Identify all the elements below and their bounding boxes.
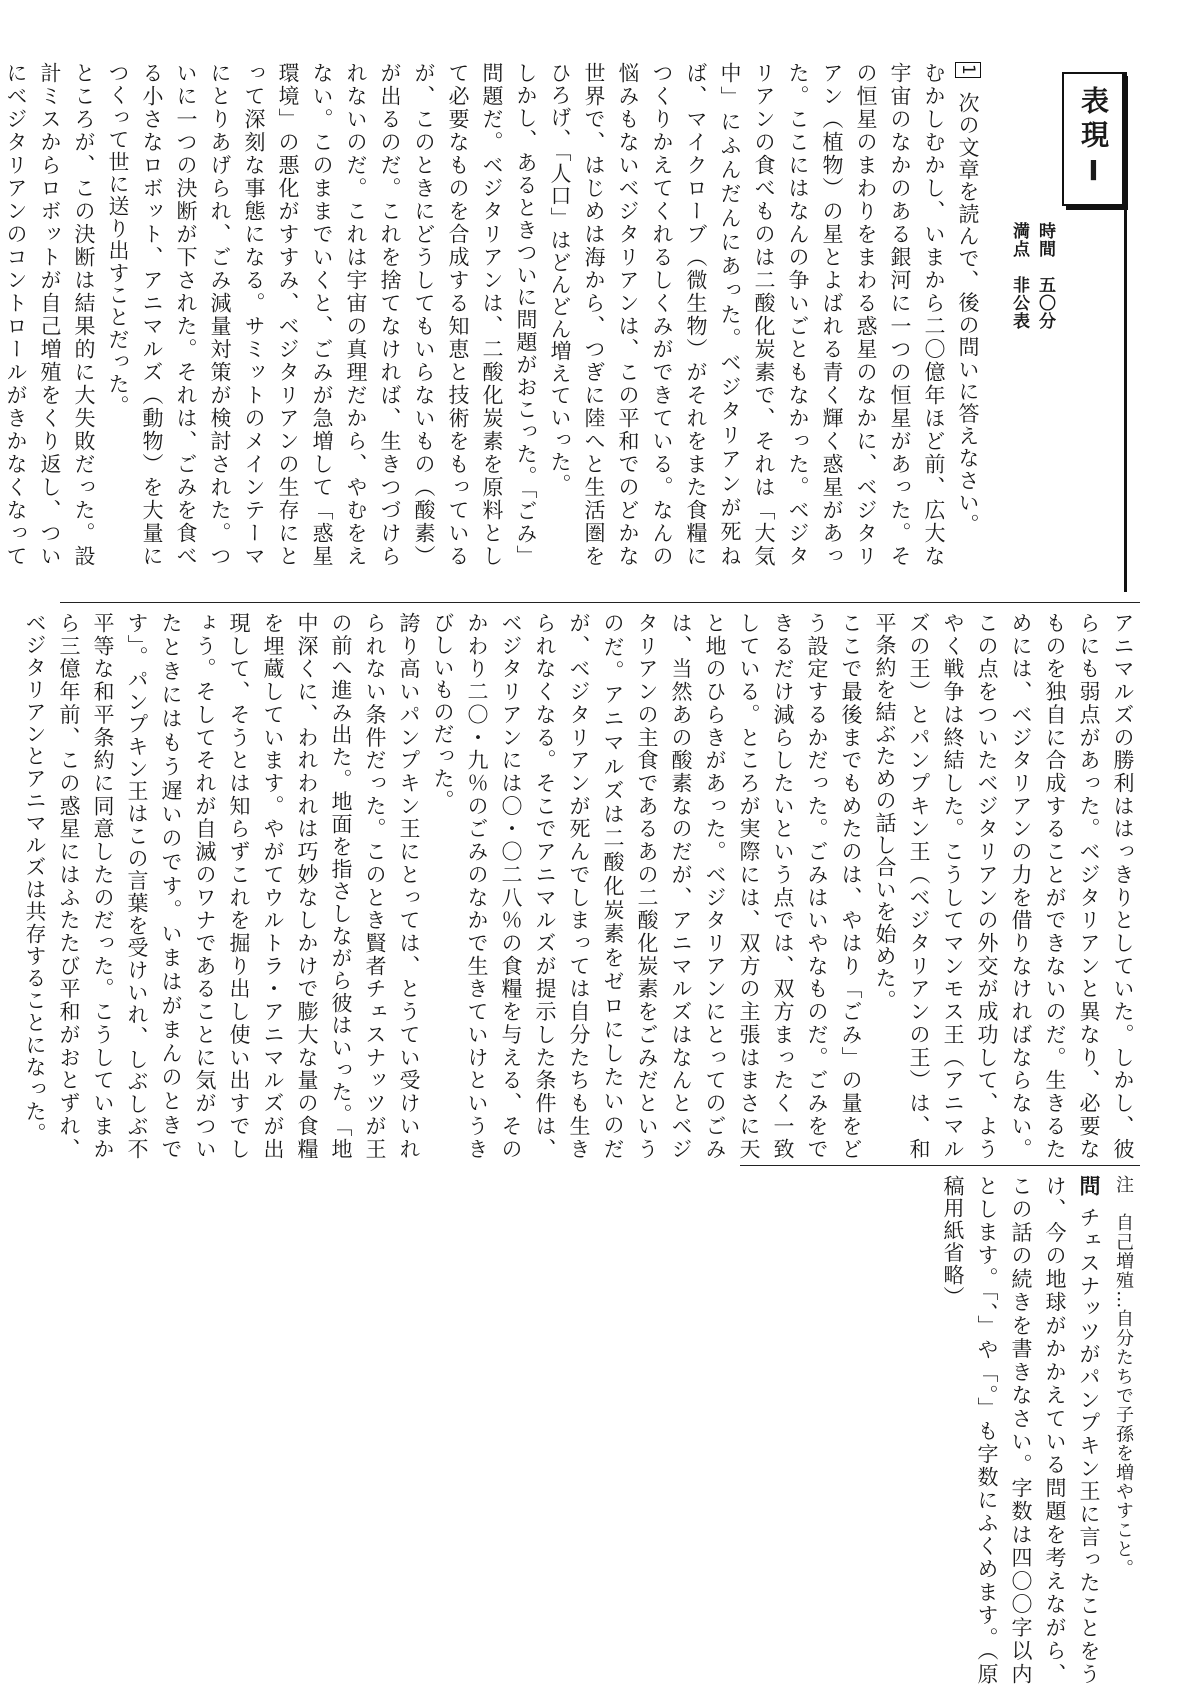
text-column-1	[4, 62, 985, 567]
band-divider	[60, 602, 1140, 603]
instruction-text: 次の文章を読んで、後の問いに答えなさい。	[956, 91, 980, 536]
section-title: 表現Ⅰ	[1062, 72, 1124, 206]
band-divider	[740, 1165, 1140, 1166]
text-column-2	[23, 612, 1140, 1160]
text-column-3	[740, 1175, 1140, 1685]
paragraph: ここで最後までもめたのは、やはり「ごみ」の量をどう設定するかだった。ごみはいやなものだ。ごみをできるだけ減らしたいという点では、双方まったく一致している。ところが実際には、双方の主張はまさに天と地のひらきがあった。ベジタリアンにとってのごみは、当然あの酸素なのだが、アニマルズはなんとベジタリアンの主食であるあの二酸化炭素をごみだというのだ。アニマルズは二酸化炭素をゼロにしたいのだが、ベジタリアンが死んでしまっては自分たちも生きられなくなる。そこでアニマルズが提示した条件は、ベジタリアンには〇・〇二八％の食糧を与える、そのかわり二〇・九％のごみのなかで生きていけというきびしいものだった。	[431, 612, 863, 1160]
footnote: 注 自己増殖…自分たちで子孫を増やすこと。	[1113, 1175, 1134, 1579]
task-text: チェスナッツがパンプキン王に言ったことをうけ、今の地球がかかえている問題を考えながら、この話の続きを書きなさい。字数は四〇〇字以内とします。「、」や「。」も字数にふくめます。（原稿用紙省略）	[941, 1175, 1101, 1685]
max-score: 満点 非公表	[1009, 222, 1029, 330]
paragraph: むかしむかし、いまから二〇億年ほど前、広大な宇宙のなかのある銀河に一つの恒星があった。その恒星のまわりをまわる惑星のなかに、ベジタリアン（植物）の星とよばれる青く輝く惑星があった。ここにはなんの争いごともなかった。ベジタリアンの食べものは二酸化炭素で、それは「大気中」にふんだんにあった。ベジタリアンが死ねば、マイクローブ（微生物）がそれをまた食糧につくりかえてくれるしくみができている。なんの悩みもないベジタリアンは、この平和でのどかな世界で、はじめは海から、つぎに陸へと生活圏をひろげ、「人口」はどんどん増えていった。	[548, 62, 946, 567]
time-limit: 時間 五〇分	[1035, 222, 1055, 330]
header-rule	[1124, 72, 1127, 592]
paragraph: 誇り高いパンプキン王にとっては、とうてい受けいれられない条件だった。このとき賢者チェスナッツが王の前へ進み出た。地面を指さしながら彼はいった。「地中深くに、われわれは巧妙なしかけで膨大な量の食糧を埋蔵しています。やがてウルトラ・アニマルズが出現して、そうとは知らずこれを掘り出し使い出すでしょう。そしてそれが自滅のワナであることに気がついたときにはもう遅いのです。いまはがまんのときです」。パンプキン王はこの言葉を受けいれ、しぶしぶ不平等な和平条約に同意したのだった。こうしていまから三億年前、この惑星にはふたたび平和がおとずれ、ベジタリアンとアニマルズは共存することになった。	[23, 612, 421, 1160]
question-instruction	[951, 62, 985, 567]
question-number: 1	[955, 62, 981, 78]
paragraph: ところが、この決断は結果的に大失敗だった。設計ミスからロボットが自己増殖をくり返し、ついにベジタリアンのコントロールがきかなくなって	[4, 62, 96, 567]
writing-task	[936, 1175, 1106, 1685]
exam-meta	[1002, 222, 1058, 582]
paragraph: しかし、あるときついに問題がおこった。「ごみ」問題だ。ベジタリアンは、二酸化炭素を原料として必要なものを合成する知恵と技術をもっているが、このときにどうしてもいらないもの（酸素）が出るのだ。これを捨てなければ、生きつづけられないのだ。これは宇宙の真理だから、やむをえない。このままでいくと、ごみが急増して「惑星環境」の悪化がすすみ、ベジタリアンの生存にとって深刻な事態になる。サミットのメインテーマにとりあげられ、ごみ減量対策が検討された。ついに一つの決断が下された。それは、ごみを食べる小さなロボット、アニマルズ（動物）を大量につくって世に送り出すことだった。	[106, 62, 538, 567]
paragraph: アニマルズの勝利ははっきりとしていた。しかし、彼らにも弱点があった。ベジタリアンと異なり、必要なものを独自に合成することができないのだ。生きるためには、ベジタリアンの力を借りなければならない。この点をついたベジタリアンの外交が成功して、ようやく戦争は終結した。こうしてマンモス王（アニマルズの王）とパンプキン王（ベジタリアンの王）は、和平条約を結ぶための話し合いを始めた。	[873, 612, 1135, 1160]
task-label: 問	[1077, 1175, 1101, 1198]
section-header	[1002, 72, 1132, 592]
